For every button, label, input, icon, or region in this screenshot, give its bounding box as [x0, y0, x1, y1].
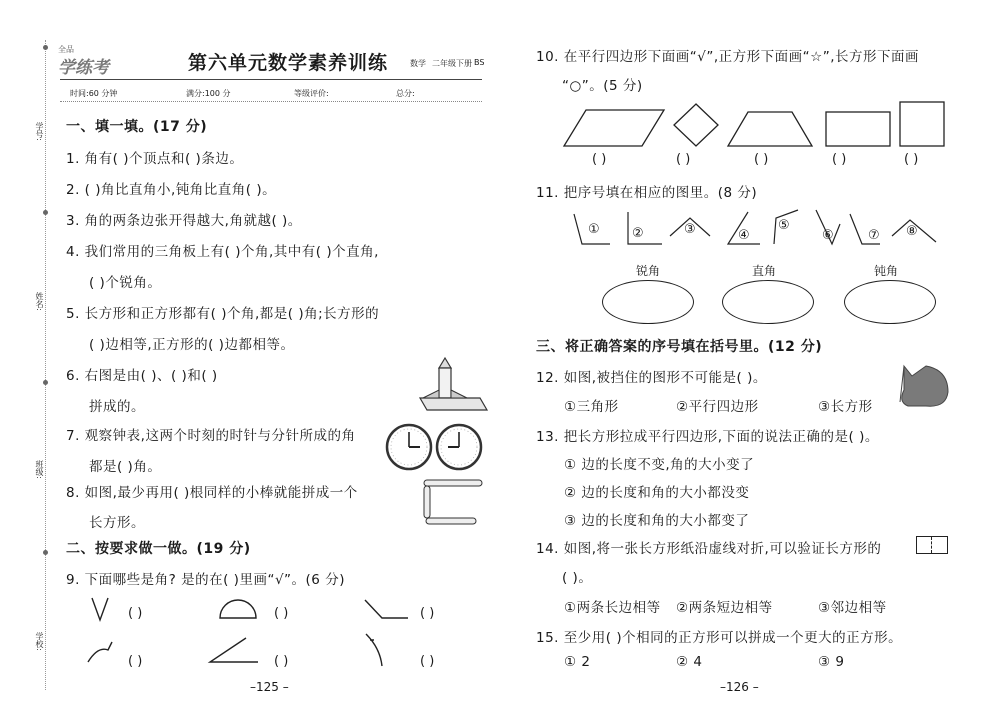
parallelogram-shape [420, 398, 487, 410]
figure-curved-angle [366, 634, 382, 666]
oval-obtuse[interactable] [844, 280, 936, 324]
oval-right[interactable] [722, 280, 814, 324]
angle-label-3: ③ [684, 222, 696, 237]
q13-option-2[interactable]: ② 边的长度和角的大小都没变 [564, 485, 750, 501]
full-score: 满分:100 分 [186, 89, 231, 98]
oval-label-acute: 锐角 [636, 264, 661, 278]
q13-option-1[interactable]: ① 边的长度不变,角的大小变了 [564, 457, 755, 473]
q14-option-2[interactable]: ②两条短边相等 [676, 600, 773, 616]
square-shape [900, 102, 944, 146]
q10-answer-paren[interactable]: ( ) [592, 152, 607, 167]
figure-curve [88, 642, 112, 662]
question-14-line1: 14. 如图,将一张长方形纸沿虚线对折,可以验证长方形的 [536, 541, 882, 557]
figure-angle-open [365, 600, 408, 618]
q9-answer-paren[interactable]: ( ) [128, 606, 143, 621]
q9-answer-paren[interactable]: ( ) [274, 654, 289, 669]
grade: 二年级下册 [432, 59, 472, 68]
logo [58, 44, 109, 78]
q14-option-1[interactable]: ①两条长边相等 [564, 600, 661, 616]
binding-dot [43, 45, 48, 50]
rhombus-square-shape [674, 104, 718, 146]
q10-answer-paren[interactable]: ( ) [832, 152, 847, 167]
question-5-line2: ( )边相等,正方形的( )边都相等。 [89, 337, 295, 353]
angle-label-2: ② [632, 226, 644, 241]
question-6-line1: 6. 右图是由( )、( )和( ) [66, 368, 218, 384]
page-number-left: –125 – [250, 680, 289, 694]
question-15: 15. 至少用( )个相同的正方形可以拼成一个更大的正方形。 [536, 630, 903, 646]
question-4-line1: 4. 我们常用的三角板上有( )个角,其中有( )个直角, [66, 244, 379, 260]
id-label: 学号: [35, 122, 44, 141]
question-8-line2: 长方形。 [89, 515, 145, 531]
header-rule [60, 79, 482, 80]
angle-label-5: ⑤ [778, 218, 790, 233]
header-rule-2 [60, 101, 482, 102]
q12-hidden-shape-figure [896, 362, 952, 410]
class-label: 班级: [35, 460, 44, 479]
name-label: 姓名: [35, 292, 44, 311]
q10-answer-paren[interactable]: ( ) [904, 152, 919, 167]
q12-option-2[interactable]: ②平行四边形 [676, 399, 759, 415]
stick-shape [424, 486, 430, 518]
question-5-line1: 5. 长方形和正方形都有( )个角,都是( )角;长方形的 [66, 306, 380, 322]
q6-shape-figure [415, 356, 490, 412]
logo-main: 学练考 [58, 58, 109, 78]
q9-answer-paren[interactable]: ( ) [274, 606, 289, 621]
oval-label-obtuse: 钝角 [874, 264, 899, 278]
question-11: 11. 把序号填在相应的图里。(8 分) [536, 185, 758, 201]
angle-label-1: ① [588, 222, 600, 237]
logo-top: 全品 [58, 45, 74, 54]
rating: 等级评价: [294, 89, 329, 98]
question-8-line1: 8. 如图,最少再用( )根同样的小棒就能拼成一个 [66, 485, 358, 501]
parallelogram-shape [564, 110, 664, 146]
triangle-shape [439, 358, 451, 368]
figure-line-angle [210, 638, 258, 662]
question-13: 13. 把长方形拉成平行四边形,下面的说法正确的是( )。 [536, 429, 879, 445]
rectangle-shape [826, 112, 890, 146]
total-score: 总分: [396, 89, 415, 98]
stick-shape [426, 518, 476, 524]
binding-line [45, 40, 46, 690]
stick-shape [424, 480, 482, 486]
q15-option-1[interactable]: ① 2 [564, 654, 591, 670]
trapezoid-shape [728, 112, 812, 146]
clock-icon [387, 425, 431, 469]
section-3-title: 三、将正确答案的序号填在括号里。(12 分) [536, 339, 823, 355]
q9-answer-paren[interactable]: ( ) [420, 654, 435, 669]
clock-icon [437, 425, 481, 469]
q14-folded-rectangle [916, 536, 948, 554]
question-10-line2: “○”。(5 分) [562, 78, 643, 94]
page-number-right: –126 – [720, 680, 759, 694]
subject: 数学 [410, 59, 426, 68]
question-12: 12. 如图,被挡住的图形不可能是( )。 [536, 370, 767, 386]
q10-answer-paren[interactable]: ( ) [754, 152, 769, 167]
angle-label-6: ⑥ [822, 228, 834, 243]
q15-option-3[interactable]: ③ 9 [818, 654, 845, 670]
q9-answer-paren[interactable]: ( ) [420, 606, 435, 621]
oval-label-right: 直角 [752, 264, 777, 278]
q11-angles-figure [570, 206, 940, 252]
question-7-line2: 都是( )角。 [89, 459, 162, 475]
figure-v-angle [92, 598, 108, 620]
question-6-line2: 拼成的。 [89, 399, 145, 415]
time-limit: 时间:60 分钟 [70, 89, 118, 98]
oval-acute[interactable] [602, 280, 694, 324]
angle-label-7: ⑦ [868, 228, 880, 243]
binding-dot [43, 380, 48, 385]
question-14-line2: ( )。 [562, 570, 593, 586]
section-2-title: 二、按要求做一做。(19 分) [66, 541, 251, 557]
question-4-line2: ( )个锐角。 [89, 275, 162, 291]
angle-label-8: ⑧ [906, 224, 918, 239]
q10-shapes-figure [560, 100, 955, 150]
question-2: 2. ( )角比直角小,钝角比直角( )。 [66, 182, 277, 198]
edition: BS [474, 58, 485, 67]
rectangle-shape [439, 368, 451, 398]
question-3: 3. 角的两条边张开得越大,角就越( )。 [66, 213, 302, 229]
question-10-line1: 10. 在平行四边形下面画“√”,正方形下面画“☆”,长方形下面画 [536, 49, 920, 65]
section-1-title: 一、填一填。(17 分) [66, 119, 208, 135]
figure-semicircle [220, 600, 256, 618]
question-9: 9. 下面哪些是角? 是的在( )里画“√”。(6 分) [66, 572, 345, 588]
q9-answer-paren[interactable]: ( ) [128, 654, 143, 669]
q8-sticks-figure [418, 478, 488, 528]
angle-label-4: ④ [738, 228, 750, 243]
school-label: 学校: [35, 632, 44, 651]
question-1: 1. 角有( )个顶点和( )条边。 [66, 151, 244, 167]
binding-dot [43, 210, 48, 215]
q15-option-2[interactable]: ② 4 [676, 654, 703, 670]
fold-dashed-line [931, 537, 932, 553]
q14-option-3[interactable]: ③邻边相等 [818, 600, 887, 616]
q12-option-1[interactable]: ①三角形 [564, 399, 619, 415]
page-title: 第六单元数学素养训练 [188, 52, 389, 74]
q13-option-3[interactable]: ③ 边的长度和角的大小都变了 [564, 513, 750, 529]
q10-answer-paren[interactable]: ( ) [676, 152, 691, 167]
q7-clocks-figure [385, 422, 485, 472]
q12-option-3[interactable]: ③长方形 [818, 399, 873, 415]
question-7-line1: 7. 观察钟表,这两个时刻的时针与分针所成的角 [66, 428, 356, 444]
binding-dot [43, 550, 48, 555]
